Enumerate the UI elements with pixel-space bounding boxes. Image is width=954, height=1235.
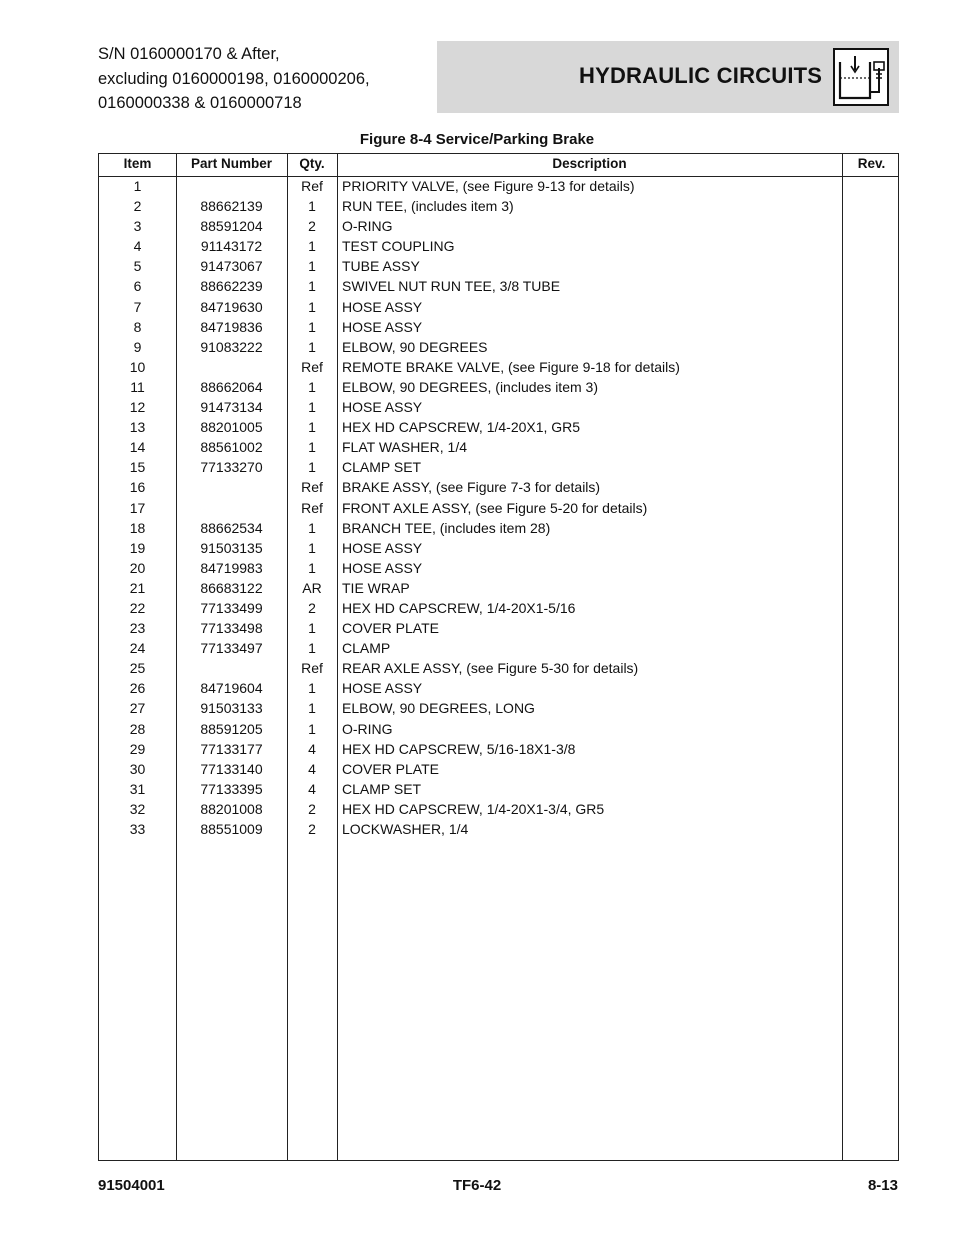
cell-part-number: 88551009 bbox=[200, 821, 263, 837]
cell-qty: 2 bbox=[308, 800, 316, 817]
document-number: 91504001 bbox=[98, 1177, 165, 1194]
cell-qty: 4 bbox=[308, 740, 316, 757]
cell-item: 14 bbox=[129, 439, 146, 456]
cell-qty: 1 bbox=[308, 559, 316, 576]
table-row bbox=[99, 819, 898, 839]
table-row bbox=[99, 698, 898, 718]
cell-description: CLAMP SET bbox=[342, 459, 422, 476]
cell-item: 28 bbox=[129, 720, 146, 737]
cell-description: FRONT AXLE ASSY, (see Figure 5-20 for details) bbox=[342, 499, 648, 516]
cell-qty: 1 bbox=[308, 338, 316, 355]
cell-part-number: 77133270 bbox=[200, 459, 263, 476]
cell-item: 33 bbox=[129, 821, 146, 837]
cell-qty: 2 bbox=[308, 821, 316, 837]
figure-title: Figure 8-4 Service/Parking Brake bbox=[359, 131, 595, 148]
table-row bbox=[99, 538, 898, 558]
table-row bbox=[99, 578, 898, 598]
cell-item: 25 bbox=[129, 660, 146, 677]
cell-part-number: 88591205 bbox=[200, 720, 263, 737]
cell-part-number: 88662239 bbox=[200, 278, 263, 295]
column-header-rev: Rev. bbox=[857, 156, 886, 171]
cell-item: 12 bbox=[129, 399, 146, 416]
cell-item: 13 bbox=[129, 419, 146, 436]
cell-item: 26 bbox=[129, 680, 146, 697]
table-row bbox=[99, 337, 898, 357]
page-number: 8-13 bbox=[867, 1177, 898, 1194]
cell-description: TEST COUPLING bbox=[342, 238, 455, 255]
cell-item: 4 bbox=[133, 238, 142, 255]
table-row bbox=[99, 317, 898, 337]
cell-qty: 1 bbox=[308, 640, 316, 657]
column-header-qty: Qty. bbox=[299, 156, 325, 171]
cell-description: CLAMP bbox=[342, 640, 391, 657]
cell-item: 8 bbox=[133, 318, 142, 335]
table-row bbox=[99, 357, 898, 377]
cell-part-number: 88662534 bbox=[200, 519, 263, 536]
cell-description: ELBOW, 90 DEGREES, (includes item 3) bbox=[342, 378, 598, 395]
cell-item: 11 bbox=[130, 378, 145, 395]
parts-table bbox=[98, 153, 899, 1161]
cell-description: ELBOW, 90 DEGREES, LONG bbox=[342, 700, 535, 717]
cell-part-number: 77133395 bbox=[200, 780, 263, 797]
serial-line: S/N 0160000170 & After, bbox=[98, 45, 280, 63]
table-row bbox=[99, 276, 898, 296]
cell-description: BRANCH TEE, (includes item 28) bbox=[342, 519, 551, 536]
table-row bbox=[99, 417, 898, 437]
table-row bbox=[99, 297, 898, 317]
cell-qty: 1 bbox=[308, 419, 316, 436]
table-row bbox=[99, 678, 898, 698]
cell-part-number: 84719983 bbox=[200, 559, 263, 576]
cell-item: 23 bbox=[129, 620, 146, 637]
column-header-description: Description bbox=[552, 156, 627, 171]
cell-description: HEX HD CAPSCREW, 5/16-18X1-3/8 bbox=[342, 740, 576, 757]
cell-item: 10 bbox=[129, 358, 146, 375]
cell-qty: 2 bbox=[308, 599, 316, 616]
cell-description: HOSE ASSY bbox=[342, 298, 423, 315]
cell-item: 29 bbox=[129, 740, 146, 757]
cell-description: LOCKWASHER, 1/4 bbox=[342, 821, 469, 837]
cell-qty: 1 bbox=[308, 439, 316, 456]
table-row bbox=[99, 498, 898, 518]
cell-qty: 1 bbox=[308, 459, 316, 476]
table-row bbox=[99, 638, 898, 658]
cell-description: HOSE ASSY bbox=[342, 399, 423, 416]
table-row bbox=[99, 558, 898, 578]
cell-item: 20 bbox=[129, 559, 146, 576]
cell-item: 32 bbox=[129, 800, 146, 817]
cell-description: BRAKE ASSY, (see Figure 7-3 for details) bbox=[342, 479, 601, 496]
cell-item: 22 bbox=[129, 599, 146, 616]
column-header-part-number: Part Number bbox=[190, 156, 273, 171]
table-header bbox=[99, 154, 898, 177]
serial-line: 0160000338 & 0160000718 bbox=[98, 94, 302, 112]
cell-item: 9 bbox=[133, 338, 142, 355]
cell-part-number: 91503135 bbox=[200, 539, 263, 556]
cell-qty: 1 bbox=[308, 198, 316, 215]
cell-qty: 1 bbox=[308, 318, 316, 335]
table-row bbox=[99, 256, 898, 276]
cell-qty: Ref bbox=[301, 479, 323, 496]
cell-part-number: 91143172 bbox=[200, 238, 263, 255]
cell-description: HOSE ASSY bbox=[342, 539, 423, 556]
cell-qty: 1 bbox=[308, 238, 316, 255]
table-row bbox=[99, 779, 898, 799]
cell-qty: Ref bbox=[301, 660, 323, 677]
cell-description: PRIORITY VALVE, (see Figure 9-13 for details) bbox=[342, 178, 635, 194]
cell-qty: AR bbox=[302, 579, 322, 596]
cell-item: 21 bbox=[129, 579, 146, 596]
table-row bbox=[99, 518, 898, 538]
cell-qty: 1 bbox=[308, 539, 316, 556]
cell-description: CLAMP SET bbox=[342, 780, 422, 797]
cell-qty: 1 bbox=[308, 620, 316, 637]
cell-part-number: 77133498 bbox=[200, 620, 263, 637]
cell-item: 15 bbox=[129, 459, 146, 476]
cell-item: 27 bbox=[129, 700, 146, 717]
table-row bbox=[99, 236, 898, 256]
table-row bbox=[99, 216, 898, 236]
cell-part-number: 84719630 bbox=[200, 298, 263, 315]
cell-item: 18 bbox=[129, 519, 146, 536]
cell-qty: 1 bbox=[308, 378, 316, 395]
table-row bbox=[99, 176, 898, 196]
cell-part-number: 84719604 bbox=[200, 680, 263, 697]
cell-qty: Ref bbox=[301, 178, 323, 194]
manual-code: TF6-42 bbox=[452, 1177, 502, 1194]
cell-description: HOSE ASSY bbox=[342, 559, 423, 576]
cell-part-number: 91473067 bbox=[200, 258, 263, 275]
cell-item: 17 bbox=[129, 499, 146, 516]
table-row bbox=[99, 759, 898, 779]
cell-qty: Ref bbox=[301, 499, 323, 516]
table-row bbox=[99, 477, 898, 497]
cell-item: 6 bbox=[133, 278, 142, 295]
cell-description: HEX HD CAPSCREW, 1/4-20X1, GR5 bbox=[342, 419, 581, 436]
cell-part-number: 88561002 bbox=[200, 439, 263, 456]
cell-description: COVER PLATE bbox=[342, 760, 439, 777]
cell-qty: 4 bbox=[308, 760, 316, 777]
cell-part-number: 88591204 bbox=[200, 218, 263, 235]
cell-part-number: 88201008 bbox=[200, 800, 263, 817]
cell-item: 7 bbox=[133, 298, 142, 315]
cell-part-number: 77133499 bbox=[200, 599, 263, 616]
cell-item: 24 bbox=[129, 640, 146, 657]
cell-part-number: 77133140 bbox=[200, 760, 263, 777]
serial-number-note bbox=[98, 42, 370, 116]
table-row bbox=[99, 658, 898, 678]
cell-item: 1 bbox=[133, 178, 142, 194]
cell-qty: 1 bbox=[308, 278, 316, 295]
cell-item: 3 bbox=[133, 218, 142, 235]
cell-part-number: 91083222 bbox=[200, 338, 263, 355]
cell-description: O-RING bbox=[342, 218, 393, 235]
cell-part-number: 91503133 bbox=[200, 700, 263, 717]
cell-part-number: 88662064 bbox=[200, 378, 263, 395]
table-row bbox=[99, 799, 898, 819]
cell-part-number: 77133497 bbox=[200, 640, 263, 657]
cell-description: SWIVEL NUT RUN TEE, 3/8 TUBE bbox=[342, 278, 561, 295]
section-header bbox=[437, 41, 899, 113]
table-row bbox=[99, 437, 898, 457]
cell-item: 16 bbox=[129, 479, 146, 496]
table-row bbox=[99, 397, 898, 417]
cell-part-number: 91473134 bbox=[200, 399, 263, 416]
cell-qty: 1 bbox=[308, 298, 316, 315]
cell-item: 31 bbox=[129, 780, 146, 797]
cell-item: 30 bbox=[129, 760, 146, 777]
cell-qty: 1 bbox=[308, 258, 316, 275]
cell-description: TIE WRAP bbox=[342, 579, 410, 596]
cell-description: REMOTE BRAKE VALVE, (see Figure 9-18 for details) bbox=[342, 358, 680, 375]
table-row bbox=[99, 739, 898, 759]
cell-description: HEX HD CAPSCREW, 1/4-20X1-5/16 bbox=[342, 599, 576, 616]
cell-item: 5 bbox=[133, 258, 142, 275]
cell-description: HOSE ASSY bbox=[342, 680, 423, 697]
column-header-item: Item bbox=[123, 156, 152, 171]
cell-item: 19 bbox=[129, 539, 146, 556]
table-row bbox=[99, 598, 898, 618]
table-row bbox=[99, 196, 898, 216]
table-body bbox=[99, 176, 898, 839]
section-title: HYDRAULIC CIRCUITS bbox=[579, 63, 823, 88]
cell-description: HOSE ASSY bbox=[342, 318, 423, 335]
cell-qty: 1 bbox=[308, 720, 316, 737]
cell-qty: 1 bbox=[308, 700, 316, 717]
cell-qty: 4 bbox=[308, 780, 316, 797]
cell-description: ELBOW, 90 DEGREES bbox=[342, 338, 488, 355]
cell-description: O-RING bbox=[342, 720, 393, 737]
cell-part-number: 84719836 bbox=[200, 318, 263, 335]
table-row bbox=[99, 377, 898, 397]
cell-qty: 2 bbox=[308, 218, 316, 235]
cell-description: HEX HD CAPSCREW, 1/4-20X1-3/4, GR5 bbox=[342, 800, 605, 817]
cell-part-number: 88201005 bbox=[200, 419, 263, 436]
cell-qty: 1 bbox=[308, 680, 316, 697]
cell-part-number: 88662139 bbox=[200, 198, 263, 215]
table-row bbox=[99, 457, 898, 477]
cell-qty: 1 bbox=[308, 519, 316, 536]
table-row bbox=[99, 719, 898, 739]
cell-qty: 1 bbox=[308, 399, 316, 416]
cell-item: 2 bbox=[133, 198, 142, 215]
serial-line: excluding 0160000198, 0160000206, bbox=[98, 69, 370, 88]
cell-qty: Ref bbox=[301, 358, 323, 375]
hydraulic-tank-icon bbox=[833, 48, 889, 106]
cell-description: FLAT WASHER, 1/4 bbox=[342, 439, 467, 456]
cell-description: COVER PLATE bbox=[342, 620, 439, 637]
table-row bbox=[99, 618, 898, 638]
cell-part-number: 86683122 bbox=[200, 579, 263, 596]
cell-part-number: 77133177 bbox=[200, 740, 263, 757]
cell-description: TUBE ASSY bbox=[342, 258, 420, 275]
cell-description: REAR AXLE ASSY, (see Figure 5-30 for details) bbox=[342, 660, 639, 677]
cell-description: RUN TEE, (includes item 3) bbox=[342, 198, 514, 215]
